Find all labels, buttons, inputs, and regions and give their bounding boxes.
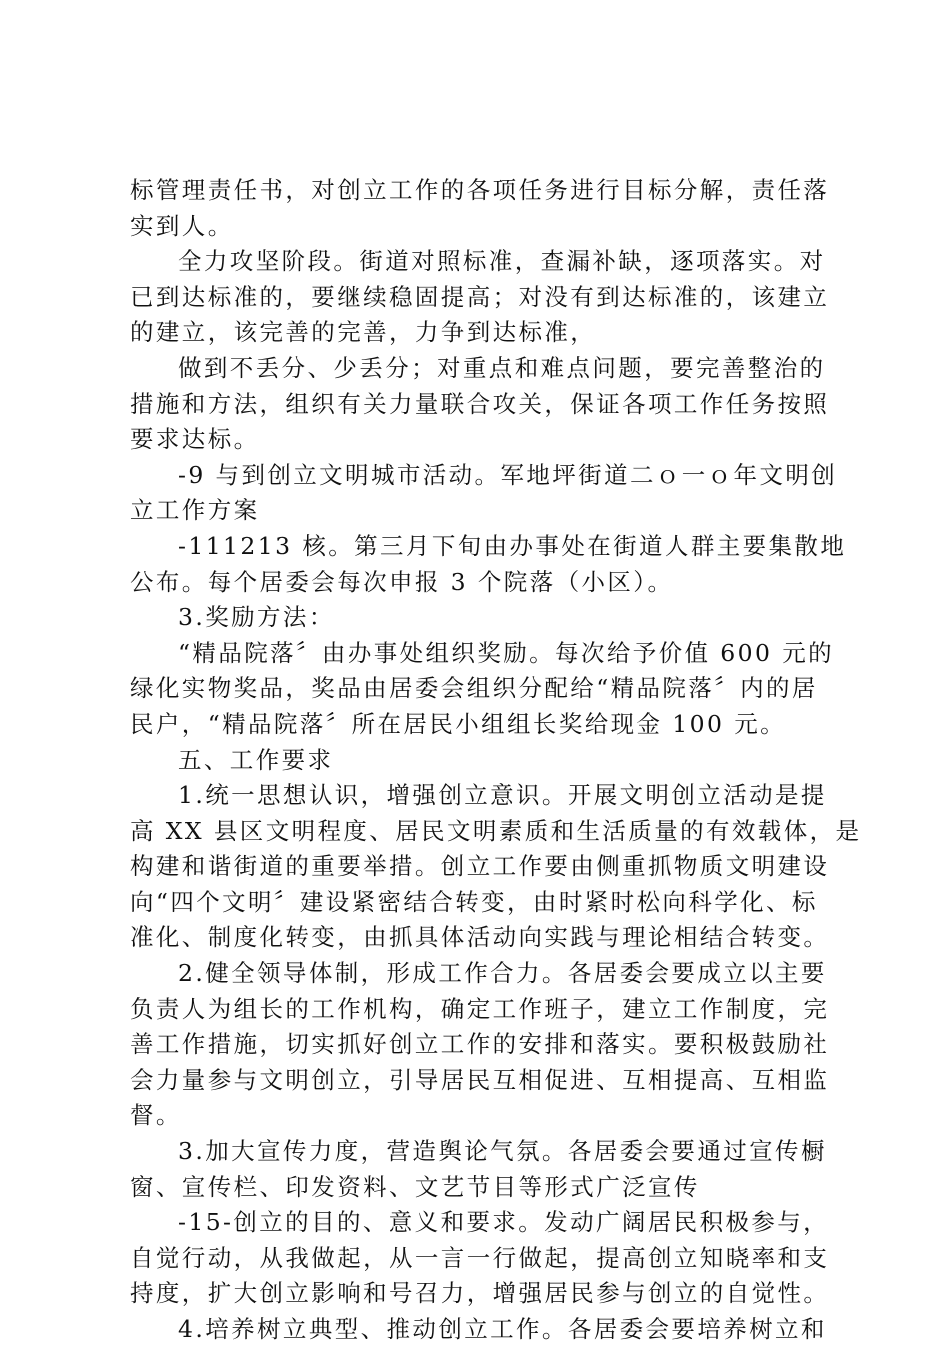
document-text-line: 4.培养树立典型、推动创立工作。各居委会要培养树立和 (178, 1315, 827, 1343)
document-text-line: 五、工作要求 (178, 745, 334, 774)
document-text-line: 的建立，该完善的完善，力争到达标准， (130, 318, 597, 347)
document-text-line: -111213 核。第三月下旬由办事处在街道人群主要集散地 (178, 531, 847, 560)
document-text-line: 已到达标准的，要继续稳固提高；对没有到达标准的，该建立 (130, 282, 830, 311)
document-text-line: 1.统一思想认识，增强创立意识。开展文明创立活动是提 (178, 781, 827, 810)
document-text-line: “精品院落〞由办事处组织奖励。每次给予价值 600 元的 (178, 638, 835, 667)
document-text-line: 持度，扩大创立影响和号召力，增强居民参与创立的自觉性。 (130, 1279, 830, 1308)
document-text-line: 要求达标。 (130, 425, 260, 454)
document-text-line: -15-创立的目的、意义和要求。发动广阔居民积极参与， (178, 1208, 830, 1237)
document-text-line: 构建和谐街道的重要举措。创立工作要由侧重抓物质文明建设 (130, 852, 830, 881)
document-text-line: 2.健全领导体制，形成工作合力。各居委会要成立以主要 (178, 959, 827, 988)
document-text-line: 会力量参与文明创立，引导居民互相促进、互相提高、互相监 (130, 1065, 830, 1094)
document-text-line: 措施和方法，组织有关力量联合攻关，保证各项工作任务按照 (130, 389, 830, 418)
document-text-line: 绿化实物奖品，奖品由居委会组织分配给“精品院落〞内的居 (130, 674, 818, 703)
document-text-line: -9 与到创立文明城市活动。军地坪街道二ｏ一ｏ年文明创 (178, 460, 838, 489)
document-text-line: 向“四个文明〞建设紧密结合转变，由时紧时松向科学化、标 (130, 887, 818, 916)
document-text-line: 做到不丢分、少丢分；对重点和难点问题，要完善整治的 (178, 353, 826, 382)
document-text-line: 3.加大宣传力度，营造舆论气氛。各居委会要通过宣传橱 (178, 1137, 827, 1166)
document-text-line: 自觉行动，从我做起，从一言一行做起，提高创立知晓率和支 (130, 1243, 830, 1272)
document-text-line: 3.奖励方法： (178, 603, 335, 632)
document-text-line: 督。 (130, 1101, 182, 1130)
document-text-line: 立工作方案 (130, 496, 260, 525)
document-text-line: 标管理责任书，对创立工作的各项任务进行目标分解，责任落 (130, 176, 830, 204)
document-text-line: 准化、制度化转变，由抓具体活动向实践与理论相结合转变。 (130, 923, 830, 952)
document-text-line: 全力攻坚阶段。街道对照标准，查漏补缺，逐项落实。对 (178, 247, 826, 276)
document-text-line: 高 XX 县区文明程度、居民文明素质和生活质量的有效载体，是 (130, 816, 862, 845)
document-text-line: 善工作措施，切实抓好创立工作的安排和落实。要积极鼓励社 (130, 1030, 830, 1059)
document-text-line: 民户，“精品院落〞所在居民小组组长奖给现金 100 元。 (130, 709, 787, 738)
document-text-line: 窗、宣传栏、印发资料、文艺节目等形式广泛宣传 (130, 1172, 700, 1201)
document-text-line: 公布。每个居委会每次申报 3 个院落（小区）。 (130, 567, 674, 596)
document-text-line: 实到人。 (130, 211, 234, 240)
document-text-line: 负责人为组长的工作机构，确定工作班子，建立工作制度，完 (130, 994, 830, 1023)
document-body-text (130, 173, 862, 1348)
